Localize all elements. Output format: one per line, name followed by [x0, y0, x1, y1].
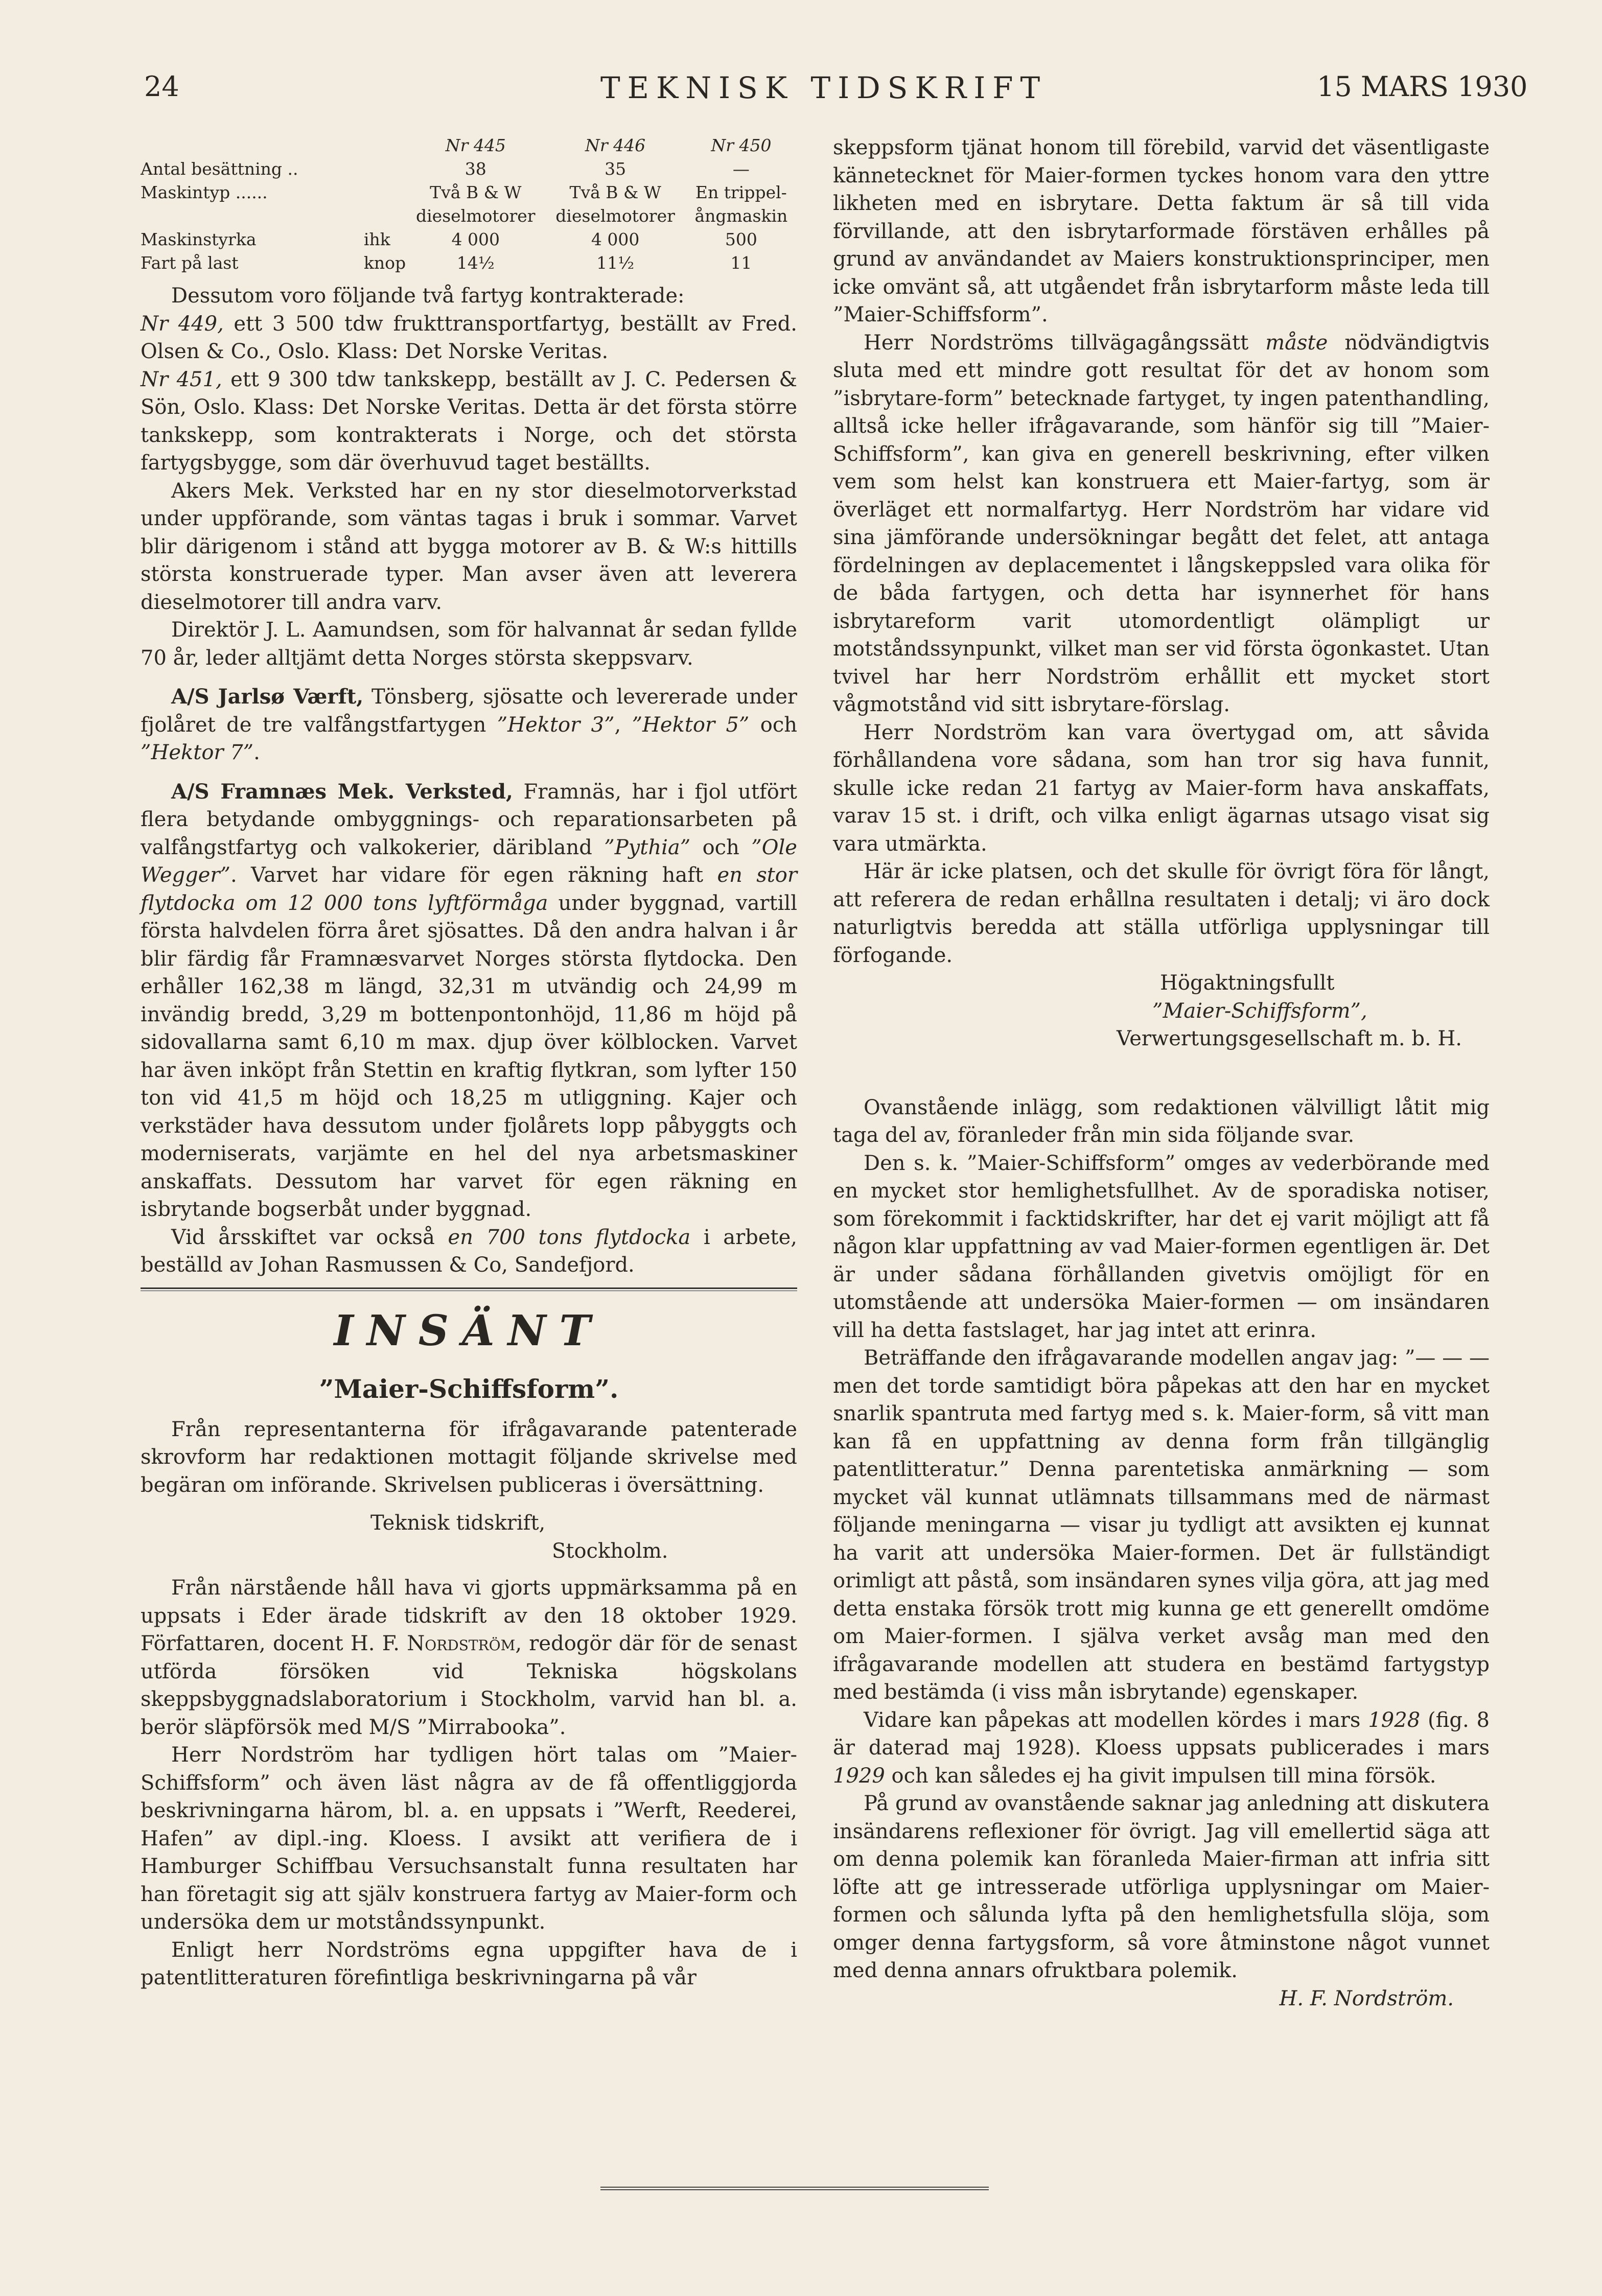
paragraph: Herr Nordström kan vara övertygad om, att såvida förhållandena vore sådana, som han tror sig hava funnit, skulle icke redan 21 fartyg av Maier-form hava anskaffats, varav 15 st. i drift, och vilka enligt ägarnas utsago visat sig vara utmärkta.: [833, 720, 1490, 856]
paragraph: Från representanterna för ifrågavarande patenterade skrovform har redaktionen mottagit följande skrivelse med begäran om införande. Skrivelsen publiceras i översättning.: [141, 1417, 797, 1497]
paragraph-text: Från närstående håll hava vi gjorts uppmärksamma på en uppsats i Eder ärade tidskrift av den 18 oktober 1929. Författaren, docent H. F.: [141, 1576, 797, 1655]
paragraph-text: Framnäs, har i fjol utfört flera betydande ombyggnings- och reparationsarbeten på valfångstfartyg och valkokerier, däribland: [141, 780, 797, 859]
page-number: 24: [144, 71, 179, 103]
company-name: A/S Jarlsø Værft,: [171, 685, 364, 709]
spec-cell: Två B & W dieselmotorer: [415, 182, 536, 226]
spec-cell: 14½: [456, 253, 495, 273]
spec-col-header: Nr 446: [585, 135, 646, 155]
spec-row-unit: [364, 157, 406, 181]
spec-row-unit: ihk: [363, 229, 390, 249]
paragraph-text: Vid årsskiftet var också: [171, 1225, 448, 1249]
spec-row: [141, 181, 797, 228]
letter-closing: Högaktningsfullt: [1160, 971, 1335, 995]
spec-row-label: Fart på last: [141, 253, 239, 273]
spec-cell: En trippel-ångmaskin: [694, 182, 788, 226]
paragraph: På grund av ovanstående saknar jag anledning att diskutera insändarens reflexioner för övrigt. Jag vill emellertid säga att om denna polemik kan föranleda Maier-firman att infria sitt löfte att ge intresserade utförliga upplysningar om Maier-formen och sålunda lyfta på den hemlighetsfulla slöja, som omger denna fartygsform, så vore åtminstone något vunnet med denna annars ofruktbara polemik.: [833, 1792, 1490, 1982]
author-name: Nordström: [407, 1632, 516, 1655]
paragraph-text: nödvändigtvis sluta med ett mindre gott resultat för det av honom som ”isbrytare-form” betecknade fartyget, ty ingen patenthandling, alltså icke heller ifrågavarande, som hänför sig till ”Maier-Schiffsform”, kan giva en generell beskrivning, efter vilken vem som helst kan konstruera ett Maier-fartyg, som är överläget ett normalfartyg. Herr Nordström har vidare vid sina jämförande undersökningar begått det felet, att antaga fördelningen av deplacementet i långskeppsled vara olika för de båda fartygen, och detta har isynnerhet för hans isbrytareform varit utomordentligt olämpligt ur motståndssynpunkt, vilket man ser vid första ögonkastet. Utan tvivel har herr Nordström erhållit ett mycket stort vågmotstånd vid sitt isbrytare-förslag.: [833, 331, 1490, 716]
emphasis: måste: [1265, 331, 1328, 355]
paragraph-text: ,: [614, 713, 632, 737]
section-divider: [141, 1287, 797, 1291]
spec-row-label: Maskinstyrka: [141, 229, 257, 249]
paragraph-text: ett 9 300 tdw tankskepp, beställt av J. C. Pedersen & Sön, Oslo. Klass: Det Norske Veritas. Detta är det första större tankskepp, som kontrakterats i Norge, och det största fartygsbygge, som där överhuvud taget beställts.: [141, 367, 797, 475]
paragraph: Den s. k. ”Maier-Schiffsform” omges av vederbörande med en mycket stor hemlighetsfullhet. Av de sporadiska notiser, som förekommit i facktidskrifter, har det ej varit möjligt att få någon klar uppfattning av vad Maier-formen egentligen är. Det är under sådana förhållanden givetvis omöjligt för en utomstående att undersöka Maier-formen — om insändaren vill ha detta fastslaget, har jag intet att erinra.: [833, 1151, 1490, 1342]
end-rule: [600, 2187, 989, 2190]
letter-signature: Verwertungsgesellschaft m. b. H.: [1117, 1027, 1462, 1050]
paragraph: [141, 310, 797, 366]
paragraph: Enligt herr Nordströms egna uppgifter hava de i patentlitteraturen förefintliga beskrivningarna på vår: [141, 1938, 797, 1989]
paragraph-text: Tönsberg, sjösatte och levererade under fjolåret de tre valfångstfartygen: [141, 685, 798, 737]
company-name: A/S Framnæs Mek. Verksted,: [171, 779, 513, 804]
ship-name: ”Ole Wegger”: [141, 835, 797, 887]
spec-cell: 11½: [596, 253, 635, 273]
paragraph: Beträffande den ifrågavarande modellen angav jag: ”— — — men det torde samtidigt böra påpekas att den har en mycket snarlik spantruta med fartyg med s. k. Maier-form, så vitt man kan få en uppfattning av denna form från tillgänglig patentlitteratur.” Denna parentetiska anmärkning — som mycket väl kunnat utlämnats tillsammans med de närmast följande meningarna — visar ju tydligt att avsikten ej kunnat ha varit att undersöka Maier-formen. Det är fullständigt orimligt att påstå, som insändaren synes vilja göra, att jag med detta enstaka försök trott mig kunna ge ett generellt omdöme om Maier-formen. I själva verket avsåg man med den ifrågavarande modellen att studera en bestämd fartygstyp med bestämda (i viss mån isbrytande) egenskaper.: [833, 1346, 1490, 1704]
ship-name: ”Pythia”: [604, 835, 691, 859]
ship-ref: Nr 449,: [141, 312, 224, 336]
ship-name: ”Hektor 7”: [141, 741, 254, 764]
letter-address: Stockholm.: [552, 1539, 668, 1563]
paragraph-text: ett 3 500 tdw frukttransportfartyg, beställt av Fred. Olsen & Co., Oslo. Klass: Det Norske Veritas.: [141, 312, 797, 363]
paragraph: [833, 1706, 1490, 1790]
paragraph: [141, 1574, 797, 1741]
paragraph-text: under byggnad, vartill första halvdelen förra året sjösattes. Då den andra halvan i år blir färdig får Framnæsvarvet Norges största flytdocka. Den erhåller 162,38 m längd, 32,31 m utvändig och 24,99 m invändig bredd, 3,29 m bottenpontonhöjd, 11,86 m höjd på sidovallarna samt 6,10 m max. djup över kölblocken. Varvet har även inköpt från Stettin en kraftig flytkran, som lyfter 150 ton vid 41,5 m höjd och 18,25 m utliggning. Kajer och verkstäder hava dessutom under fjolårets lopp påbyggts och moderniserats, varjämte en hel del nya arbetsmaskiner anskaffats. Dessutom har varvet för egen räkning en isbrytande bogserbåt under byggnad.: [141, 891, 797, 1221]
spec-row: [141, 251, 797, 275]
paragraph-text: och: [690, 835, 752, 859]
paragraph-text: .: [253, 741, 260, 764]
section-title: INSÄNT: [334, 1306, 604, 1355]
ship-name: ”Hektor 3”: [497, 713, 615, 737]
paragraph: Direktör J. L. Aamundsen, som för halvannat år sedan fyllde 70 år, leder alltjämt detta Norges största skeppsvarv.: [141, 618, 797, 670]
spec-row: [141, 228, 797, 251]
spec-cell: 4 000: [451, 229, 500, 249]
issue-date: 15 MARS 1930: [1317, 71, 1528, 103]
spec-header-row: [141, 134, 797, 157]
paragraph-text: Herr Nordströms tillvägagångssätt: [864, 331, 1266, 355]
left-column: [141, 134, 797, 1992]
paragraph: Herr Nordström har tydligen hört talas om ”Maier-Schiffsform” och även läst några av de få offentliggjorda beskrivningarna härom, bl. a. en uppsats i ”Werft, Reederei, Hafen” av dipl.-ing. Kloess. I avsikt att verifiera de i Hamburger Schiffbau Versuchsanstalt funna resultaten har han företagit sig att själv konstruera fartyg av Maier-form och undersöka dem ur motståndssynpunkt.: [141, 1743, 797, 1934]
spec-row-unit: [364, 181, 406, 228]
spec-cell: 35: [605, 159, 626, 179]
paragraph: [141, 683, 797, 767]
ship-ref: Nr 451,: [141, 367, 222, 391]
spec-row-label: Antal besättning ..: [141, 159, 298, 179]
article-title: ”Maier-Schiffsform”.: [319, 1373, 619, 1404]
spec-cell: 11: [730, 253, 752, 273]
spec-row-label: Maskintyp ......: [141, 182, 268, 202]
spec-row: [141, 157, 797, 181]
paragraph-text: . Varvet har vidare för egen räkning haft: [230, 863, 717, 887]
spec-cell: 500: [725, 229, 757, 249]
spec-row-unit: knop: [363, 253, 406, 273]
paragraph-text: Vidare kan påpekas att modellen kördes i mars: [864, 1708, 1368, 1732]
author-signature: H. F. Nordström.: [1279, 1986, 1454, 2010]
spec-cell: —: [732, 159, 750, 179]
paragraph: skeppsform tjänat honom till förebild, varvid det väsentligaste kännetecknet för Maier-formen tyckes honom vara den yttre likheten med en isbrytare. Detta faktum är så till vida förvillande, att den isbrytarformade förstäven erhålles på grund av användandet av Maiers konstruktionsprinciper, men icke omvänt så, att utgåendet från isbrytarform måste leda till ”Maier-Schiffsform”.: [833, 136, 1490, 326]
spec-cell: 4 000: [591, 229, 640, 249]
letter-signature: ”Maier-Schiffsform”,: [1152, 999, 1367, 1023]
paragraph: [141, 778, 797, 1224]
ship-spec-table: [141, 134, 797, 275]
emphasis: 1929: [833, 1764, 885, 1788]
paragraph: [141, 1224, 797, 1279]
spec-col-header: Nr 445: [445, 135, 506, 155]
letter-address: Teknisk tidskrift,: [370, 1511, 546, 1535]
paragraph: [141, 366, 797, 477]
spec-cell: Två B & W dieselmotorer: [555, 182, 675, 226]
paragraph: Dessutom voro följande två fartyg kontrakterade:: [171, 284, 685, 308]
paragraph-text: (fig. 8 är daterad maj 1928). Kloess uppsats publicerades i mars: [833, 1708, 1490, 1760]
spec-col-header: Nr 450: [711, 135, 772, 155]
emphasis: en 700 tons flytdocka: [448, 1225, 691, 1249]
paragraph-text: och kan således ej ha givit impulsen till mina försök.: [885, 1764, 1436, 1788]
spec-cell: 38: [465, 159, 486, 179]
paragraph: Här är icke platsen, och det skulle för övrigt föra för långt, att referera de redan erhållna resultaten i detalj; vi äro dock naturligtvis beredda att ställa utförliga upplysningar till förfogande.: [833, 860, 1490, 967]
emphasis: en stor flytdocka om 12 000 tons lyftförmåga: [141, 863, 798, 915]
paragraph: Ovanstående inlägg, som redaktionen välvilligt låtit mig taga del av, föranleder från min sida följande svar.: [833, 1095, 1490, 1147]
paragraph: [833, 329, 1490, 719]
paragraph-text: och: [749, 713, 797, 737]
emphasis: 1928: [1368, 1708, 1421, 1732]
ship-name: ”Hektor 5”: [632, 713, 750, 737]
journal-title: TEKNISK TIDSKRIFT: [600, 71, 1048, 105]
paragraph: Akers Mek. Verksted har en ny stor dieselmotorverkstad under uppförande, som väntas tagas i bruk i sommar. Varvet blir därigenom i stånd att bygga motorer av B. & W:s hittills största konstruerade typer. Man avser även att leverera dieselmotorer till andra varv.: [141, 479, 797, 614]
right-column: [833, 134, 1490, 2012]
paragraph-text: , redogör där för de senast utförda försöken vid Tekniska högskolans skeppsbyggnadslaboratorium i Stockholm, varvid han bl. a. berör släpförsök med M/S ”Mirrabooka”.: [141, 1632, 797, 1739]
paragraph-text: i arbete, beställd av Johan Rasmussen & Co, Sandefjord.: [141, 1225, 797, 1277]
